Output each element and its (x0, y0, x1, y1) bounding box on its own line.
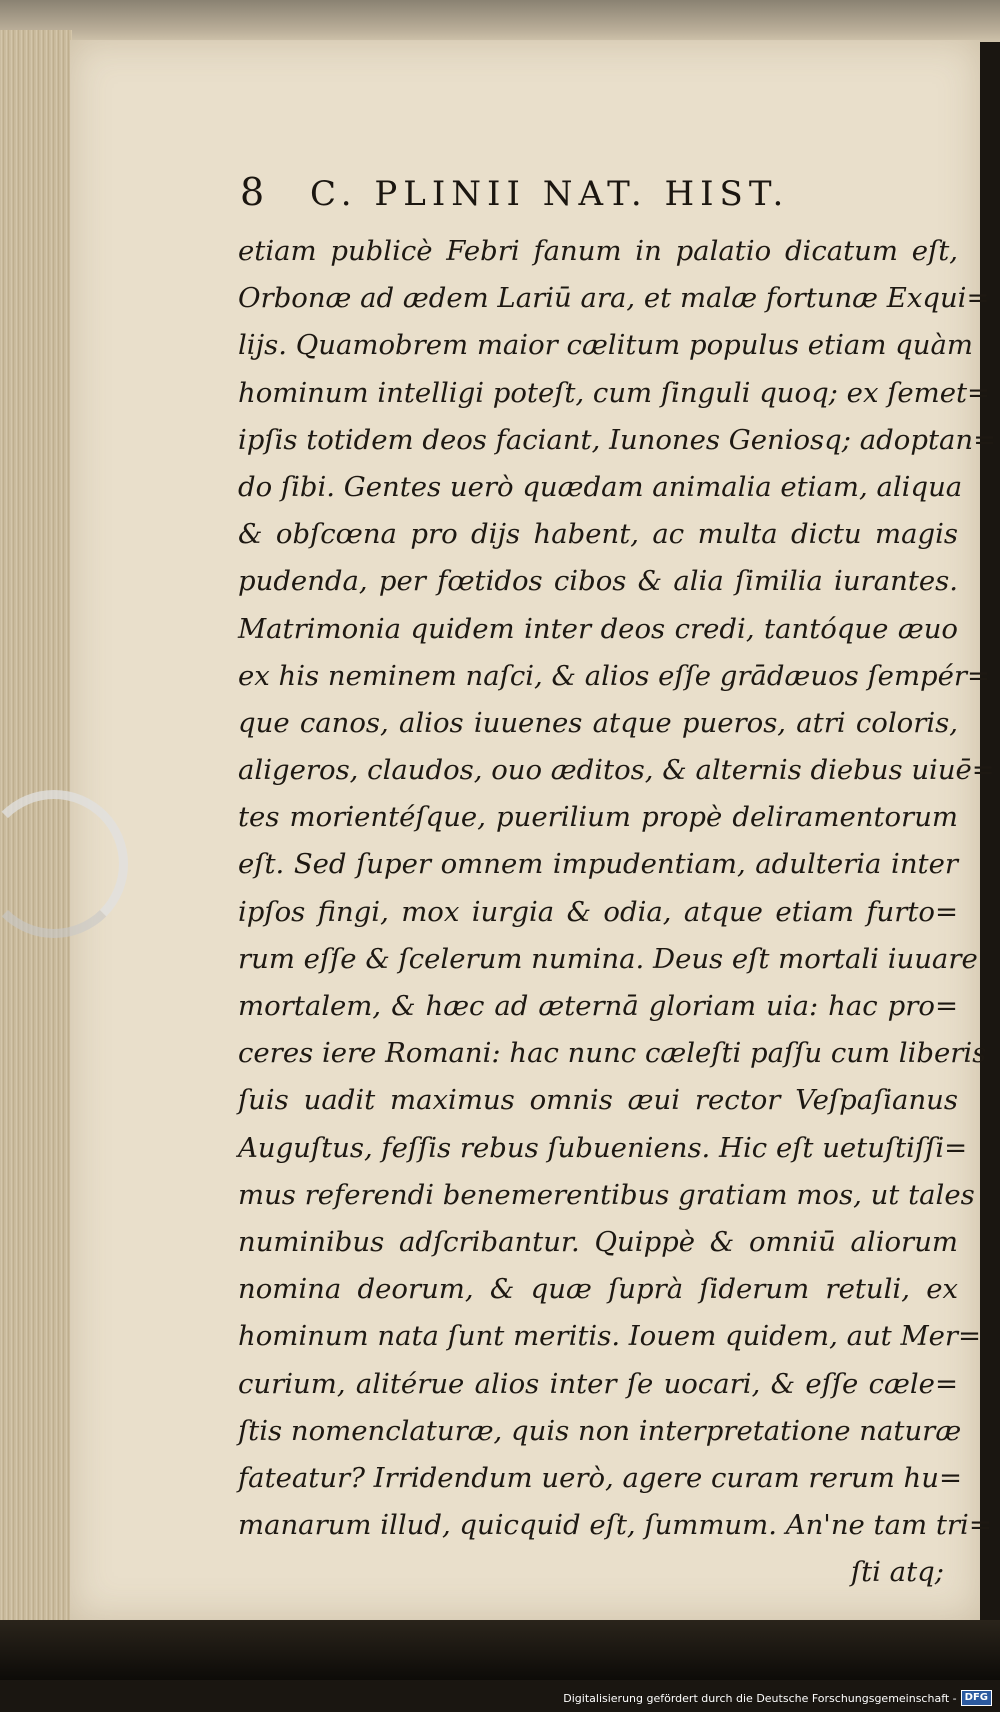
book-top-edge (0, 0, 1000, 42)
text-line: hominum intelligi poteſt, cum ſinguli quoq; ex ſemet= (238, 376, 991, 409)
text-line: tes morientéſque, puerilium propè deliramentorum (238, 801, 958, 834)
digitization-credit (563, 1690, 992, 1706)
text-line: do ſibi. Gentes uerò quædam animalia etiam, aliqua (238, 470, 963, 503)
text-line: Orbonæ ad ædem Lariū ara, et malæ fortunæ Exqui= (238, 282, 990, 315)
text-line: nomina deorum, & quæ ſuprà ſiderum retuli, ex (238, 1273, 958, 1306)
text-line: pudenda, per fœtidos cibos & alia ſimilia iurantes. (238, 565, 958, 598)
text-line: rum eſſe & ſcelerum numina. Deus eſt mortali iuuare (238, 942, 978, 975)
catchword-line: ſti atq; (850, 1556, 944, 1589)
scan-bottom-edge (0, 1620, 1000, 1680)
text-line: Matrimonia quidem inter deos credi, tantóque æuo (238, 612, 958, 645)
text-line: hominum nata ſunt meritis. Iouem quidem, aut Mer= (238, 1320, 982, 1353)
text-line: eſt. Sed ſuper omnem impudentiam, adulteria inter (238, 848, 958, 881)
text-line: que canos, alios iuuenes atque pueros, atri coloris, (238, 706, 958, 739)
text-line: ipſis totidem deos faciant, Iunones Geniosq; adoptan= (238, 423, 997, 456)
page-number: 8 (240, 170, 265, 214)
text-line: curium, alitérue alios inter ſe uocari, & eſſe cæle= (238, 1367, 958, 1400)
text-block (238, 228, 997, 1596)
text-line: ceres iere Romani: hac nunc cæleſti paſſu cum liberis (238, 1037, 987, 1070)
text-line: mortalem, & hæc ad æternā gloriam uia: hac pro= (238, 990, 958, 1022)
text-line: numinibus adſcribantur. Quippè & omniū aliorum (238, 1225, 958, 1258)
text-line: etiam publicè Febri fanum in palatio dicatum eſt, (238, 235, 958, 267)
text-line: manarum illud, quicquid eſt, ſummum. An'ne tam tri= (238, 1509, 992, 1542)
text-line: fateatur? Irridendum uerò, agere curam rerum hu= (238, 1461, 962, 1494)
text-line: aligeros, claudos, ouo æditos, & alternis diebus uiuē= (238, 754, 995, 787)
text-line: Auguſtus, feſſis rebus ſubueniens. Hic eſt uetuſtiſſi= (238, 1131, 968, 1164)
text-line: ipſos fingi, mox iurgia & odia, atque etiam furto= (238, 895, 958, 928)
running-head (240, 170, 860, 214)
text-line: ſtis nomenclaturæ, quis non interpretatione naturæ (238, 1414, 962, 1447)
dfg-logo: DFG (961, 1690, 992, 1706)
text-line: ex his neminem naſci, & alios eſſe grādæuos ſempér= (238, 659, 991, 692)
text-line: & obſcœna pro dijs habent, ac multa dictu magis (238, 518, 958, 551)
text-line: lijs. Quamobrem maior cælitum populus etiam quàm (238, 329, 973, 362)
credit-text: Digitalisierung gefördert durch die Deutsche Forschungsgemeinschaft - (563, 1691, 957, 1705)
running-title: C. PLINII NAT. HIST. (310, 174, 790, 214)
text-line: ſuis uadit maximus omnis æui rector Veſpaſianus (238, 1084, 958, 1117)
text-line: mus referendi benemerentibus gratiam mos, ut tales (238, 1178, 975, 1211)
